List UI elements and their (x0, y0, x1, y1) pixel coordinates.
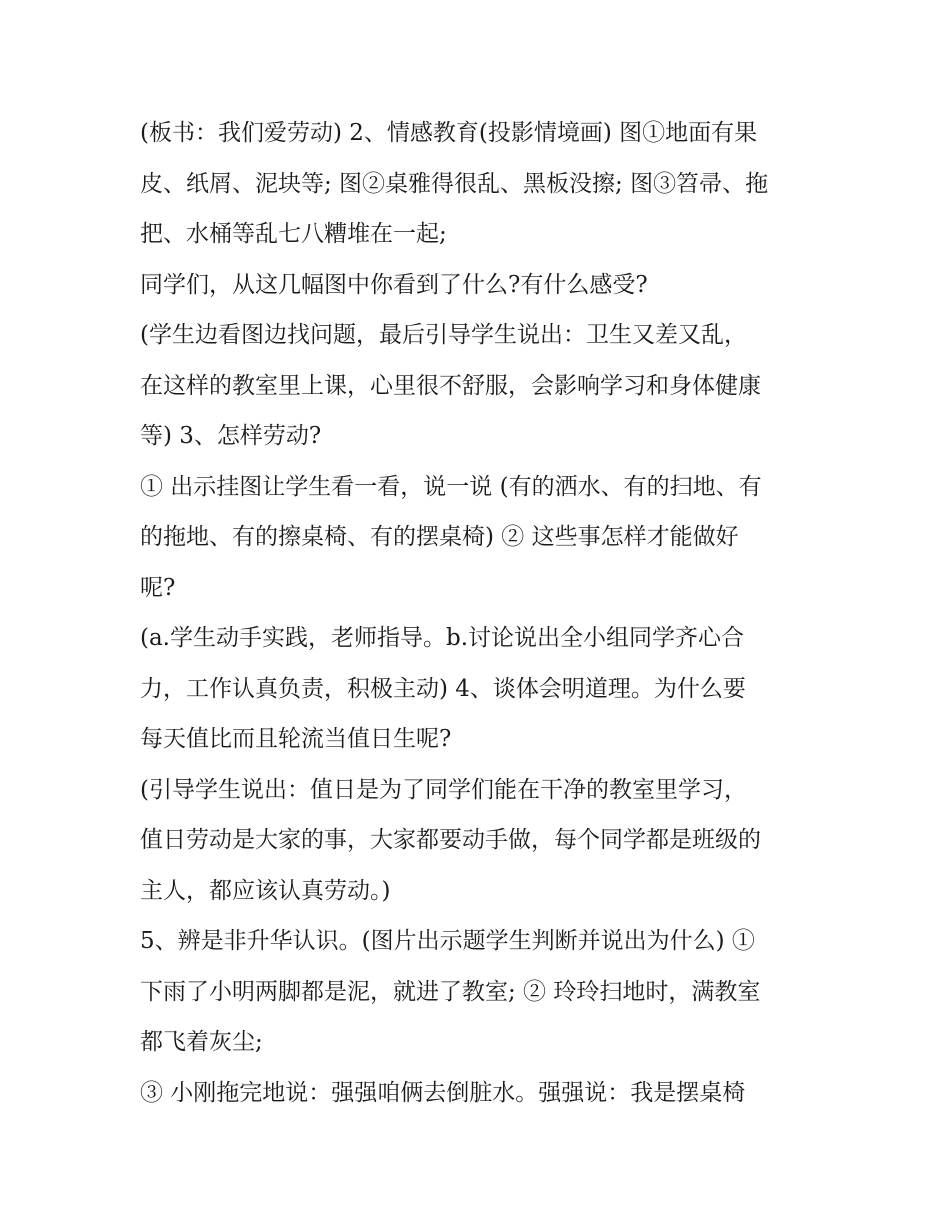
text-line: 每天值比而且轮流当值日生呢? (140, 726, 452, 752)
text-line: 主人，都应该认真劳动。) (140, 877, 391, 904)
lesson-plan-text (140, 108, 830, 1118)
text-line: 5、辨是非升华认识。(图片出示题学生判断并说出为什么) ① (140, 928, 755, 954)
text-line: 同学们，从这几幅图中你看到了什么?有什么感受? (140, 271, 648, 298)
text-line: (a.学生动手实践，老师指导。b.讨论说出全小组同学齐心合 (140, 625, 745, 651)
text-line: 下雨了小明两脚都是泥，就进了教室; ② 玲玲扫地时，满教室 (140, 978, 761, 1005)
text-line: 呢? (140, 574, 176, 601)
text-line: 值日劳动是大家的事，大家都要动手做，每个同学都是班级的 (140, 827, 761, 853)
text-line: 等) 3、怎样劳动? (140, 423, 322, 449)
text-line: (学生边看图边找问题，最后引导学生说出：卫生又差又乱， (140, 322, 747, 348)
text-line: (板书：我们爱劳动) 2、情感教育(投影情境画) 图①地面有果 (140, 120, 758, 146)
text-line: 在这样的教室里上课，心里很不舒服，会影响学习和身体健康 (140, 372, 761, 399)
text-line: 力，工作认真负责，积极主动) 4、谈体会明道理。为什么要 (140, 675, 746, 702)
text-line: ③ 小刚拖完地说：强强咱俩去倒脏水。强强说：我是摆桌椅 (140, 1079, 746, 1106)
text-line: 把、水桶等乱七八糟堆在一起; (140, 221, 447, 247)
text-line: ① 出示挂图让学生看一看，说一说 (有的洒水、有的扫地、有 (140, 473, 762, 500)
text-line: (引导学生说出：值日是为了同学们能在干净的教室里学习， (140, 776, 747, 803)
text-line: 都飞着灰尘; (140, 1029, 263, 1055)
text-line: 皮、纸屑、泥块等; 图②桌雅得很乱、黑板没擦; 图③笤帚、拖 (140, 170, 769, 197)
text-line: 的拖地、有的擦桌椅、有的摆桌椅) ② 这些事怎样才能做好 (140, 524, 739, 550)
